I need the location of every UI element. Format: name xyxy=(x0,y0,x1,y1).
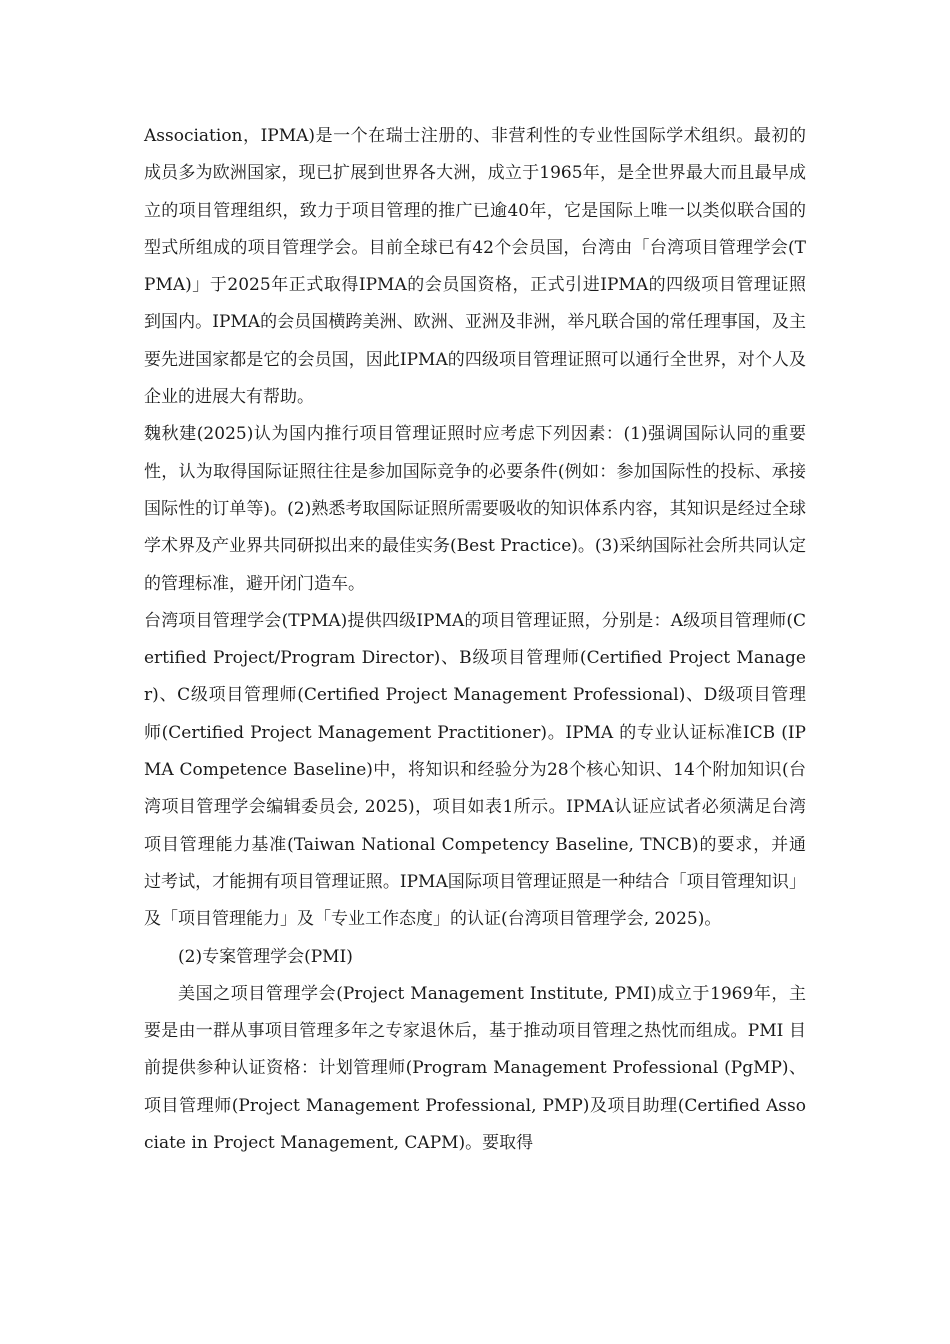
paragraph-wei-factors: 魏秋建(2025)认为国内推行项目管理证照时应考虑下列因素：(1)强调国际认同的重要性，认为取得国际证照往往是参加国际竞争的必要条件(例如：参加国际性的投标、承接国际性的订单等)。(2)熟悉考取国际证照所需要吸收的知识体系内容，其知识是经过全球学术界及产业界共同研拟出来的最佳实务(Best Practice)。(3)采纳国际社会所共同认定的管理标准，避开闭门造车。 xyxy=(144,424,806,594)
paragraph-ipma-intro: Association，IPMA)是一个在瑞士注册的、非营利性的专业性国际学术组织。最初的成员多为欧洲国家，现已扩展到世界各大洲，成立于1965年，是全世界最大而且最早成立的项目管理组织，致力于项目管理的推广已逾40年，它是国际上唯一以类似联合国的型式所组成的项目管理学会。目前全球已有42个会员国，台湾由「台湾项目管理学会(TPMA)」于2025年正式取得IPMA的会员国资格，正式引进IPMA的四级项目管理证照到国内。IPMA的会员国横跨美洲、欧洲、亚洲及非洲，举凡联合国的常任理事国，及主要先进国家都是它的会员国，因此IPMA的四级项目管理证照可以通行全世界，对个人及企业的进展大有帮助。 xyxy=(144,126,806,408)
document-body xyxy=(144,118,806,1162)
paragraph-pmi-intro: 美国之项目管理学会(Project Management Institute, PMI)成立于1969年，主要是由一群从事项目管理多年之专家退休后，基于推动项目管理之热忱而组成。PMI 目前提供参种认证资格：计划管理师(Program Management Professional (PgMP)、项目管理师(Project Management Professional, PMP)及项目助理(Certified Associate in Project Management, CAPM)。要取得 xyxy=(144,983,806,1154)
paragraph-tpma-levels: 台湾项目管理学会(TPMA)提供四级IPMA的项目管理证照，分别是：A级项目管理师(Certified Project/Program Director)、B级项目管理师(Certified Project Manager)、C级项目管理师(Certified Project Management Professional)、D级项目管理师(Certified Project Management Practitioner)。IPMA 的专业认证标准ICB (IPMA Competence Baseline)中，将知识和经验分为28个核心知识、14个附加知识(台湾项目管理学会编辑委员会, 2025)，项目如表1所示。IPMA认证应试者必须满足台湾项目管理能力基准(Taiwan National Competency Baseline, TNCB)的要求，并通过考试，才能拥有项目管理证照。IPMA国际项目管理证照是一种结合「项目管理知识」及「项目管理能力」及「专业工作态度」的认证(台湾项目管理学会, 2025)。 xyxy=(144,610,806,930)
section-heading-pmi: (2)专案管理学会(PMI) xyxy=(178,946,353,967)
